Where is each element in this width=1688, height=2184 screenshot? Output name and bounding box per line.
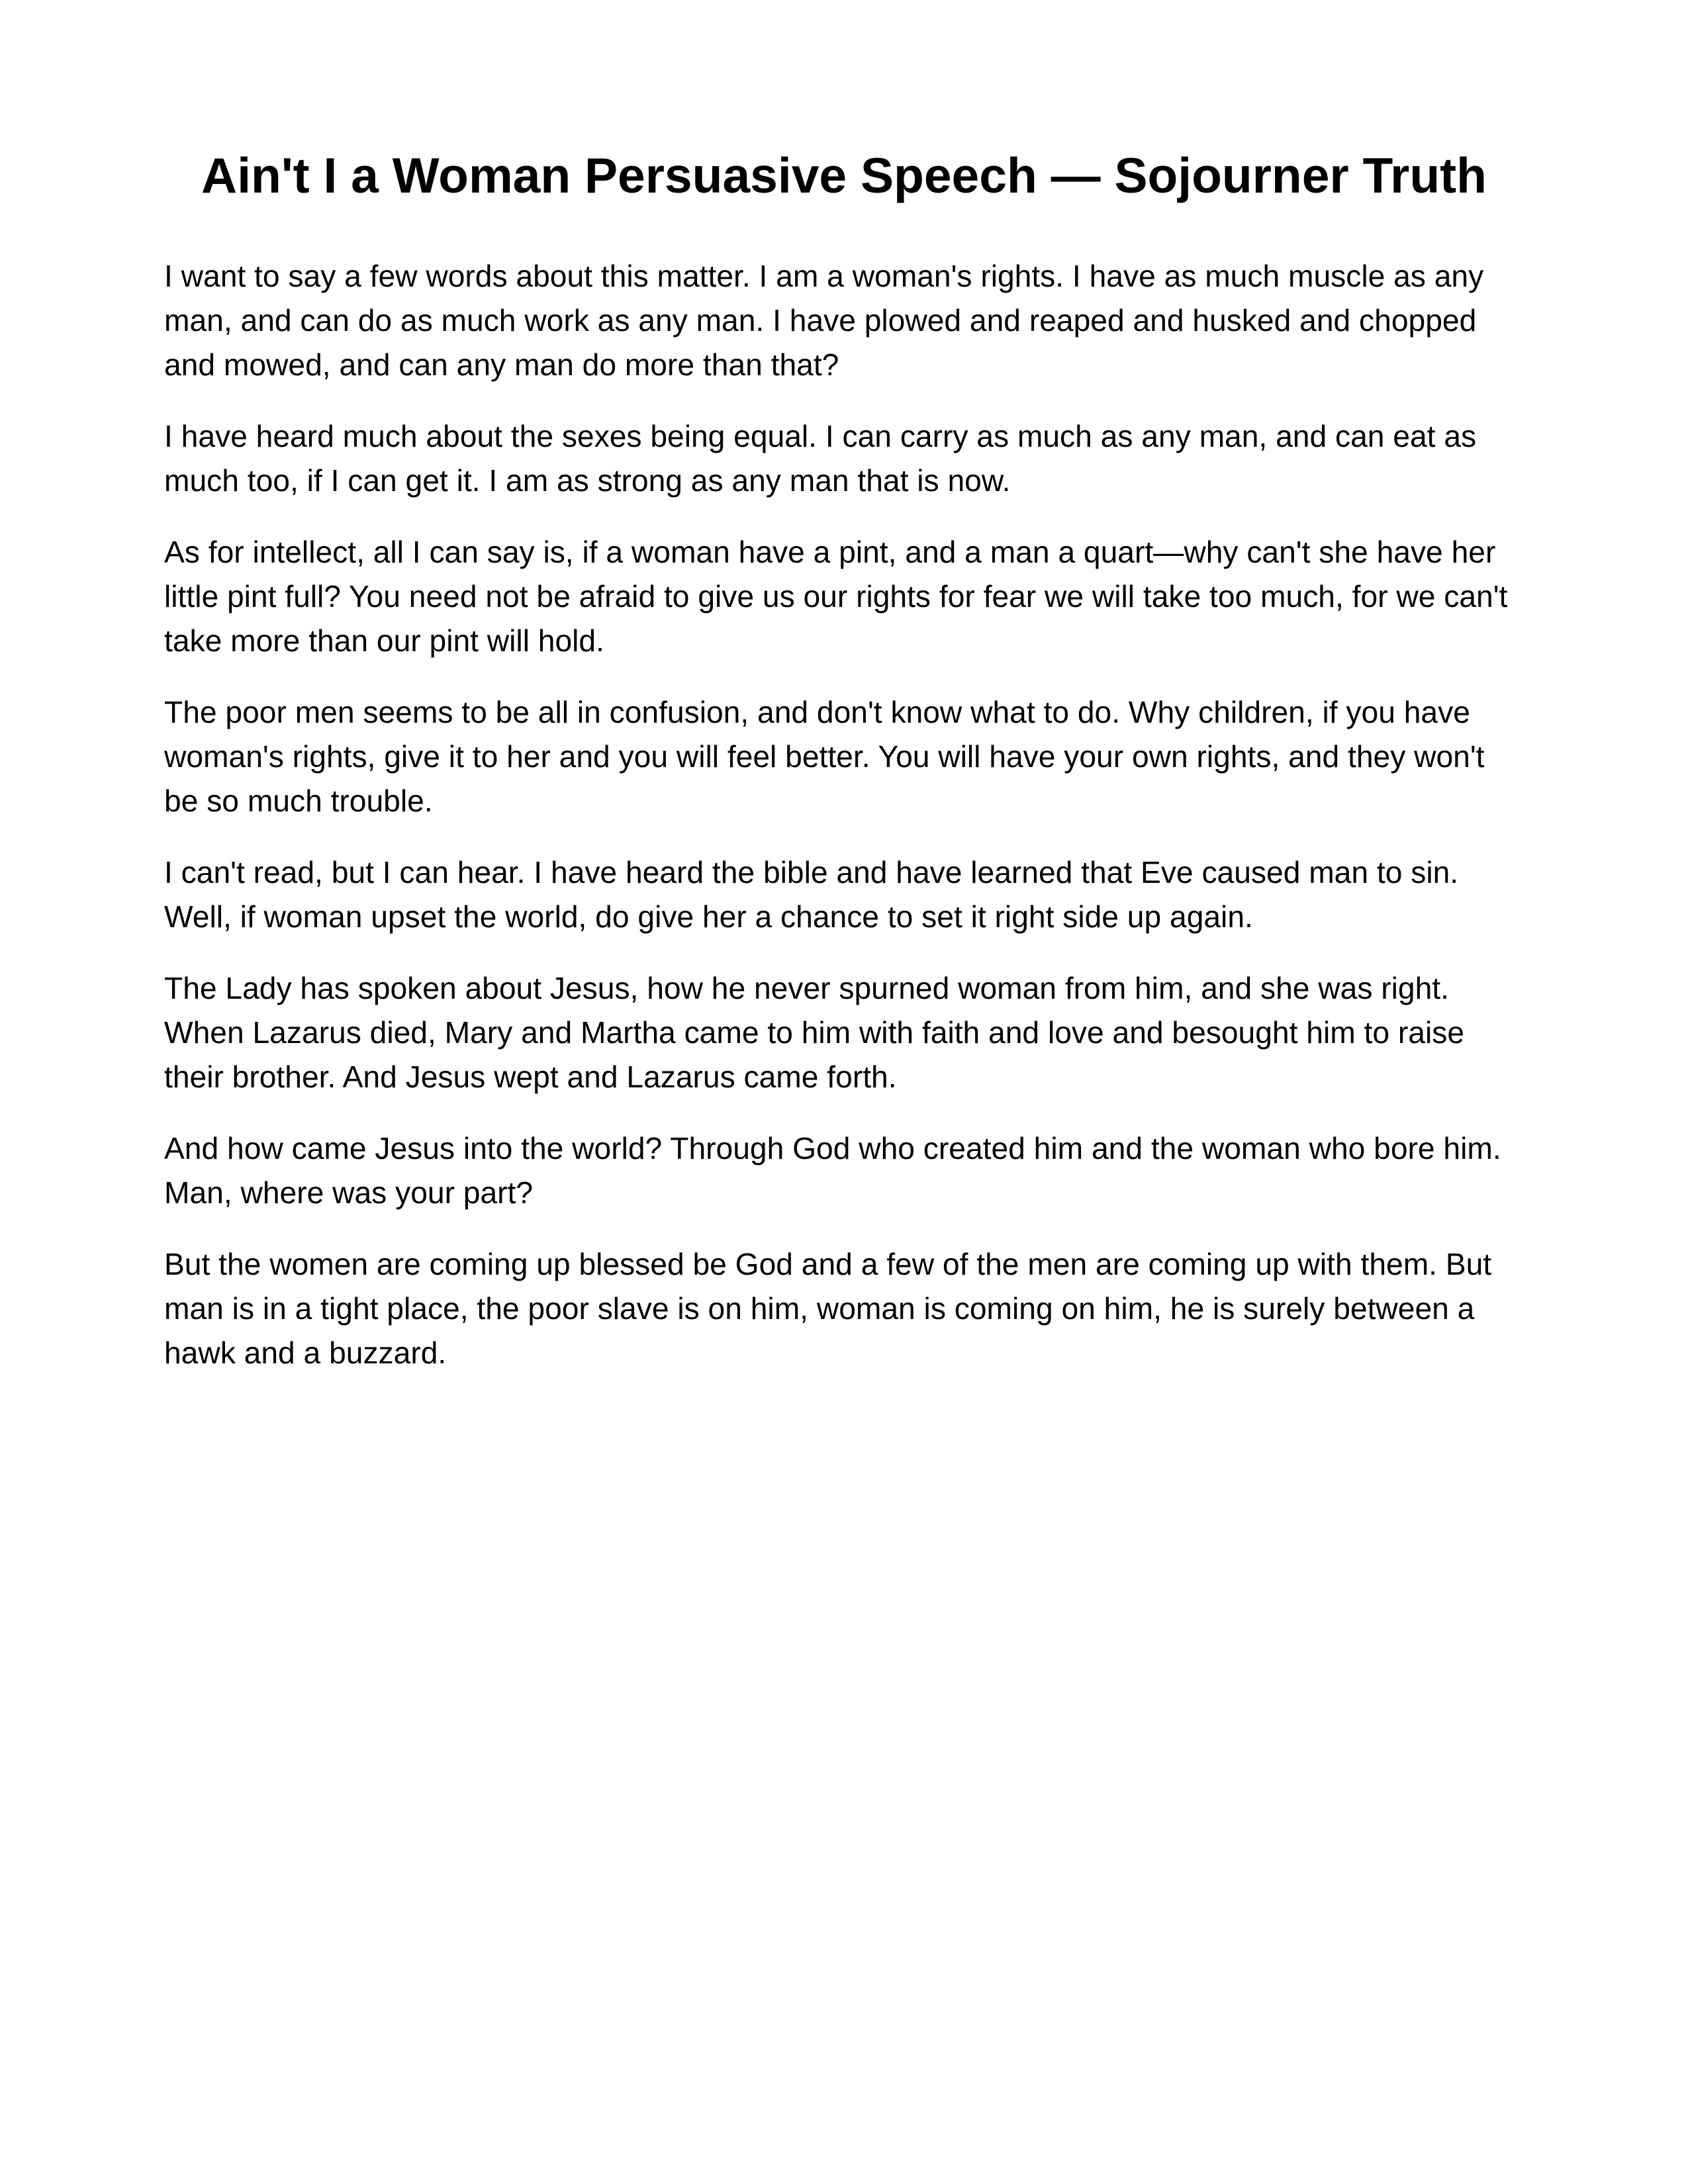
paragraph-7: And how came Jesus into the world? Through God who created him and the woman who bore him. Man, where was your part? bbox=[164, 1131, 1501, 1210]
paragraph-8: But the women are coming up blessed be God and a few of the men are coming up with them. But man is in a tight place, the poor slave is on him, woman is coming on him, he is surely between a hawk and a buzzard. bbox=[164, 1247, 1492, 1370]
paragraph-2: I have heard much about the sexes being equal. I can carry as much as any man, and can eat as much too, if I can get it. I am as strong as any man that is now. bbox=[164, 419, 1477, 498]
document-body bbox=[164, 254, 1524, 1375]
paragraph-6: The Lady has spoken about Jesus, how he never spurned woman from him, and she was right. When Lazarus died, Mary and Martha came to him with faith and love and besought him to raise their brother. And Jesus wept and Lazarus came forth. bbox=[164, 971, 1465, 1094]
document-title: Ain't I a Woman Persuasive Speech — Sojourner Truth bbox=[201, 148, 1487, 203]
paragraph-1: I want to say a few words about this matter. I am a woman's rights. I have as much muscle as any man, and can do as much work as any man. I have plowed and reaped and husked and chopped and mowed, and can any man do more than that? bbox=[164, 259, 1484, 382]
paragraph-4: The poor men seems to be all in confusion, and don't know what to do. Why children, if you have woman's rights, give it to her and you will feel better. You will have your own rights, and they won't be so much trouble. bbox=[164, 695, 1485, 818]
paragraph-5: I can't read, but I can hear. I have heard the bible and have learned that Eve caused man to sin. Well, if woman upset the world, do give her a chance to set it right side up again. bbox=[164, 855, 1459, 934]
paragraph-3: As for intellect, all I can say is, if a woman have a pint, and a man a quart—why can't she have her little pint full? You need not be afraid to give us our rights for fear we will take too much, for we can't take more than our pint will hold. bbox=[164, 535, 1508, 658]
